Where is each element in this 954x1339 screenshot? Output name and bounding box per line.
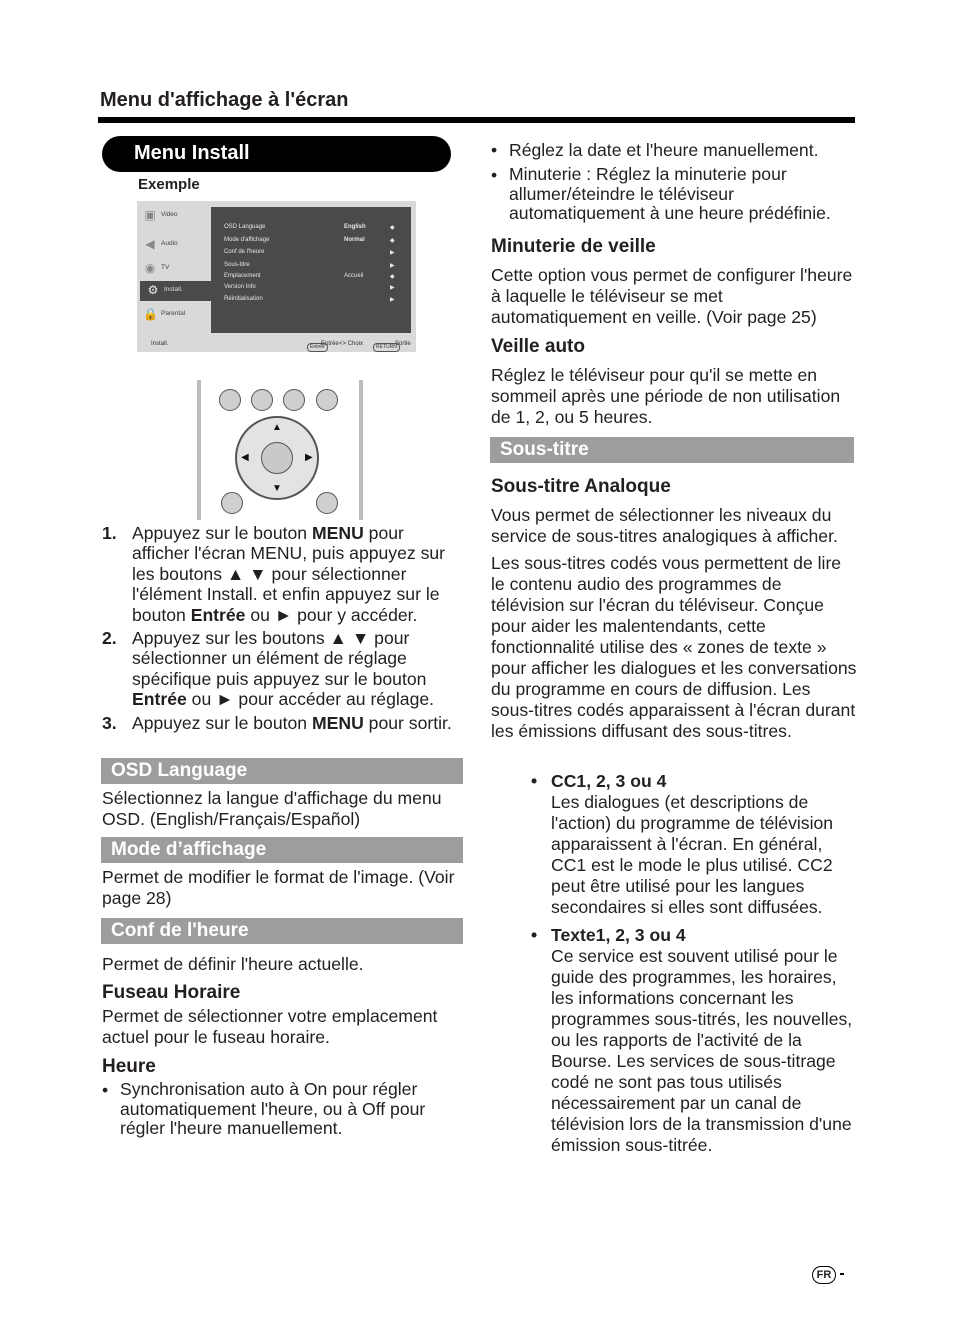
osd-row: Conf de l'heure ▶ xyxy=(224,249,395,256)
osd-row: Emplacement Accueil ◆ xyxy=(224,273,395,280)
choose-label: <> Choix xyxy=(339,341,364,347)
analoque-text: Vous permet de sélectionner les niveaux du service de sous-titres analogiques à afficher. xyxy=(491,505,838,546)
header-rule xyxy=(98,117,855,123)
language-badge: FR xyxy=(812,1266,836,1284)
fuseau-horaire-text: Permet de sélectionner votre emplacement actuel pour le fuseau horaire. xyxy=(102,1006,438,1047)
sidebar-item-tv: ◉ TV xyxy=(144,261,170,275)
arrow-up-icon: ▲ xyxy=(272,422,282,433)
remote-button xyxy=(251,389,273,411)
conf-heure-text: Permet de définir l'heure actuelle. xyxy=(102,954,364,974)
step-text: Appuyez sur les boutons ▲ ▼ pour sélectionner un élément de réglage spécifique puis appuyez sur le bouton Entrée ou ► pour accéder au réglage. xyxy=(132,628,435,710)
video-icon: ▣ xyxy=(144,208,156,222)
arrow-down-icon: ▼ xyxy=(272,483,282,494)
install-icon: ⚙ xyxy=(147,283,159,297)
cc-title: CC1, 2, 3 ou 4 xyxy=(551,771,667,791)
right-bullet-2: Minuterie : Réglez la minuterie pour allumer/éteindre le téléviseur automatiquement à une heure prédéfinie. xyxy=(509,164,831,223)
osd-row: Mode d'affichage Normal ◆ xyxy=(224,237,395,244)
veille-text: Réglez le téléviseur pour qu'il se mette en sommeil après une période de non utilisation de 1, 2, ou 5 heures. xyxy=(491,365,841,427)
section-bar-sous-titre: Sous-titre xyxy=(490,437,854,463)
sidebar-item-audio: ◀ Audio xyxy=(137,235,210,255)
step-number: 2. xyxy=(102,628,117,648)
osd-screen-example xyxy=(137,201,416,352)
cc-body: Les dialogues (et descriptions de l'action) du programme de télévision apparaissent à l'écran. En général, CC1 est le mode le plus utilisé. CC2 peut être utilisé pour les langues secondaires si elles sont diffusées. xyxy=(551,792,834,917)
osd-row: Version Info ▶ xyxy=(224,284,395,291)
heure-bullet-text: Synchronisation auto à On pour régler automatiquement l'heure, ou à Off pour régler l'heure manuellement. xyxy=(120,1079,426,1138)
tv-icon: ◉ xyxy=(144,261,156,275)
osd-row: Sous-titre ▶ xyxy=(224,262,395,269)
section-title-pill xyxy=(102,136,451,172)
remote-button xyxy=(316,389,338,411)
remote-button xyxy=(283,389,305,411)
remote-button xyxy=(219,389,241,411)
remote-button xyxy=(316,492,338,514)
minuterie-text: Cette option vous permet de configurer l'heure à laquelle le téléviseur se met automatiquement en veille. (Voir page 25) xyxy=(491,265,853,327)
bullet-icon: • xyxy=(102,1080,109,1100)
osd-settings-panel xyxy=(211,207,411,333)
step-number: 1. xyxy=(102,523,117,543)
return-key-badge: RETURN xyxy=(373,343,400,352)
step-number: 3. xyxy=(102,713,117,733)
cc-description: Les sous-titres codés vous permettent de lire le contenu audio des programmes de télévision sur l'écran du téléviseur. Conçue pour aider les malentendants, cette fonctionnalité utilise des « zones de texte » pour afficher les dialogues et les conversations du programme en cours de diffusion. Les sous-titres codés apparaissent à l'écran durant les émissions diffusant des sous-titres. xyxy=(491,553,857,741)
example-label: Exemple xyxy=(138,176,200,193)
bullet-icon: • xyxy=(491,140,498,160)
analoque-title: Sous-titre Analoque xyxy=(491,476,671,497)
osd-language-text: Sélectionnez la langue d'affichage du menu OSD. (English/Français/Español) xyxy=(102,788,442,829)
bullet-icon: • xyxy=(531,771,538,791)
page-header-title: Menu d'affichage à l'écran xyxy=(100,89,349,111)
arrow-left-icon: ◀ xyxy=(241,452,249,463)
arrow-right-icon: ▶ xyxy=(305,452,313,463)
bullet-icon: • xyxy=(531,925,538,945)
sidebar-item-video: ▣ Video xyxy=(144,208,178,222)
fuseau-horaire-title: Fuseau Horaire xyxy=(102,982,241,1003)
bullet-icon: • xyxy=(491,165,498,185)
remote-control-illustration xyxy=(197,380,363,520)
sidebar-item-parental: 🔒 Parental xyxy=(143,307,186,321)
texte-body: Ce service est souvent utilisé pour le guide des programmes, les horaires, les informations concernant les programmes sous-titrés, les nouvelles, ou les rapports de l'activité de la Bourse. Les services de sous-titrage codé ne sont pas tous utilisés nécessairement par un canal de télévision lors de la transmission d'une émission sous-titrée. xyxy=(551,946,853,1155)
heure-title: Heure xyxy=(102,1056,156,1077)
minuterie-title: Minuterie de veille xyxy=(491,236,656,257)
osd-row: Réinitialisation ▶ xyxy=(224,296,395,303)
section-bar-osd-language: OSD Language xyxy=(101,758,463,784)
step-text: Appuyez sur le bouton MENU pour sortir. xyxy=(132,713,452,733)
texte-title: Texte1, 2, 3 ou 4 xyxy=(551,925,686,945)
enter-button xyxy=(261,442,293,474)
return-key-label: Sortie xyxy=(395,341,411,347)
step-text: Appuyez sur le bouton MENU pour afficher l'écran MENU, puis appuyez sur les boutons ▲ ▼ pour sélectionner l'élément Install. et enfin appuyez sur le bouton Entrée ou ► pour y accéder. xyxy=(132,523,446,625)
screen-footer-label: Install. xyxy=(151,341,169,347)
section-title: Menu Install xyxy=(134,142,250,164)
veille-title: Veille auto xyxy=(491,336,585,357)
enter-key-badge: Entrée xyxy=(307,343,328,352)
page-dash xyxy=(840,1273,844,1275)
dpad xyxy=(235,416,319,500)
sidebar-item-install: ⚙ Install. xyxy=(140,281,211,301)
enter-key-label: Entrée xyxy=(321,341,339,347)
lock-icon: 🔒 xyxy=(143,307,158,321)
audio-icon: ◀ xyxy=(145,237,155,251)
right-bullet-1: Réglez la date et l'heure manuellement. xyxy=(509,140,819,160)
remote-button xyxy=(221,492,243,514)
mode-affichage-text: Permet de modifier le format de l'image. (Voir page 28) xyxy=(102,867,455,908)
section-bar-mode-affichage: Mode d’affichage xyxy=(101,837,463,863)
section-bar-conf-heure: Conf de l'heure xyxy=(101,918,463,944)
osd-row: OSD Language English ◆ xyxy=(224,224,395,231)
